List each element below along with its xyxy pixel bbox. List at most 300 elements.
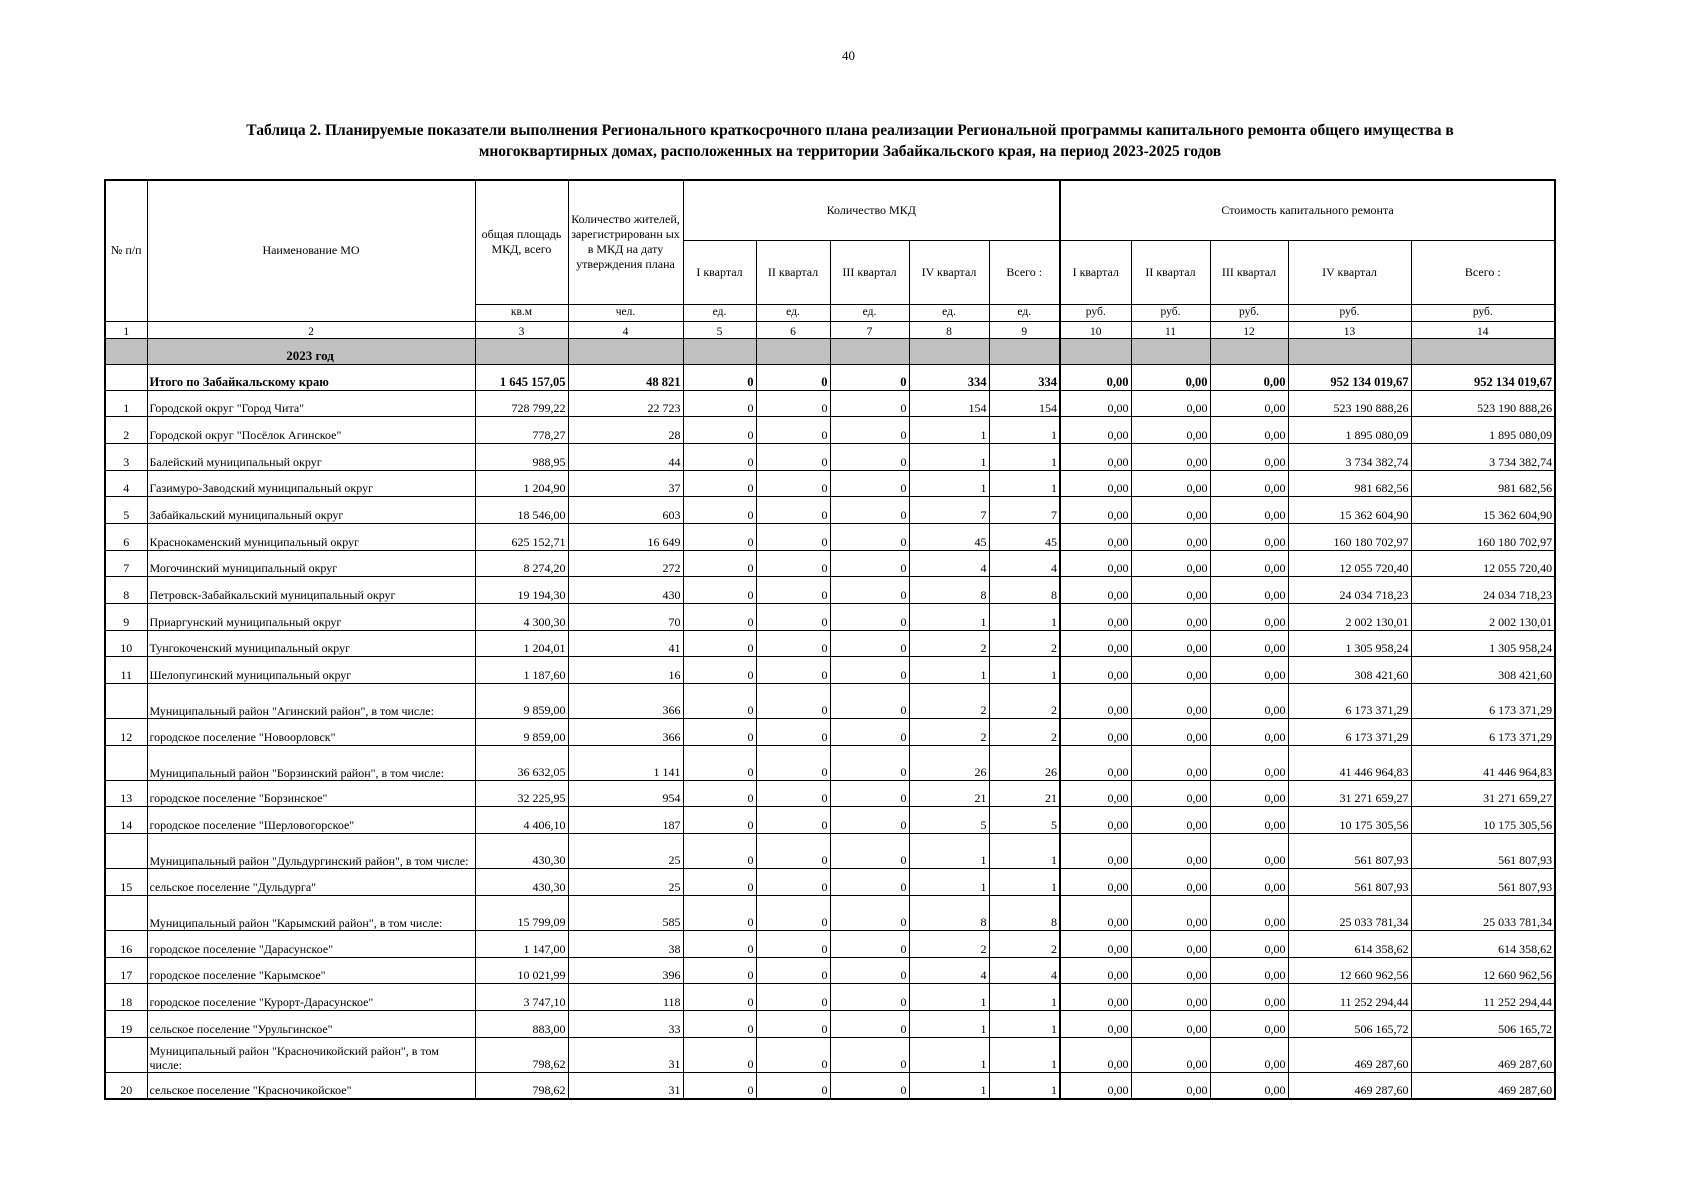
total-cost-q2: 0,00 <box>1131 364 1210 390</box>
total-mkd-total: 334 <box>989 364 1060 390</box>
cell-mkd-q1: 0 <box>683 417 756 444</box>
cell-mkd-total: 45 <box>989 523 1060 550</box>
cell-name: Петровск-Забайкальский муниципальный округ <box>147 577 475 604</box>
cell-residents: 272 <box>568 550 683 577</box>
cell-cost-q3: 0,00 <box>1210 684 1288 719</box>
cell-mkd-total: 4 <box>989 550 1060 577</box>
table-row <box>105 604 1555 631</box>
cell-cost-total: 15 362 604,90 <box>1411 497 1555 524</box>
cell-mkd-q4: 4 <box>909 550 989 577</box>
cell-num: 9 <box>105 604 147 631</box>
cell-cost-q2: 0,00 <box>1131 869 1210 896</box>
table-row <box>105 443 1555 470</box>
cell-residents: 37 <box>568 470 683 497</box>
cell-mkd-q4: 1 <box>909 604 989 631</box>
header-cost-q4: IV квартал <box>1288 240 1411 304</box>
cell-cost-q4: 160 180 702,97 <box>1288 523 1411 550</box>
table-row <box>105 780 1555 807</box>
colnum-cost-total: 14 <box>1411 321 1555 338</box>
cell-mkd-q1: 0 <box>683 443 756 470</box>
cell-cost-q2: 0,00 <box>1131 834 1210 869</box>
cell-cost-q1: 0,00 <box>1060 470 1131 497</box>
total-mkd-q2: 0 <box>756 364 830 390</box>
colnum-cost-q2: 11 <box>1131 321 1210 338</box>
cell-cost-q4: 12 055 720,40 <box>1288 550 1411 577</box>
cell-cost-total: 561 807,93 <box>1411 834 1555 869</box>
cell-area: 36 632,05 <box>475 745 568 780</box>
cell-cost-q2: 0,00 <box>1131 417 1210 444</box>
cell-area: 430,30 <box>475 869 568 896</box>
cell-mkd-q4: 1 <box>909 1072 989 1099</box>
cell-name: сельское поселение "Дульдурга" <box>147 869 475 896</box>
cell-name: Шелопугинский муниципальный округ <box>147 657 475 684</box>
cell-mkd-q2: 0 <box>756 443 830 470</box>
total-cost-q4: 952 134 019,67 <box>1288 364 1411 390</box>
cell-mkd-q1: 0 <box>683 869 756 896</box>
cell-mkd-q3: 0 <box>830 443 909 470</box>
colnum-mkd-q2: 6 <box>756 321 830 338</box>
cell-mkd-total: 5 <box>989 807 1060 834</box>
cell-num <box>105 684 147 719</box>
cell-cost-q4: 561 807,93 <box>1288 869 1411 896</box>
cell-name: городское поселение "Борзинское" <box>147 780 475 807</box>
cell-mkd-q4: 1 <box>909 984 989 1011</box>
cell-num: 4 <box>105 470 147 497</box>
cell-mkd-q2: 0 <box>756 417 830 444</box>
repair-plan-table <box>104 179 1556 1100</box>
cell-cost-q2: 0,00 <box>1131 719 1210 746</box>
cell-mkd-total: 2 <box>989 719 1060 746</box>
unit-cost-total: руб. <box>1411 304 1555 321</box>
cell-cost-q1: 0,00 <box>1060 657 1131 684</box>
cell-cost-q1: 0,00 <box>1060 550 1131 577</box>
cell-mkd-q2: 0 <box>756 604 830 631</box>
table-row <box>105 523 1555 550</box>
cell-cost-q3: 0,00 <box>1210 869 1288 896</box>
cell-cost-q2: 0,00 <box>1131 984 1210 1011</box>
cell-mkd-q3: 0 <box>830 930 909 957</box>
cell-residents: 70 <box>568 604 683 631</box>
cell-residents: 430 <box>568 577 683 604</box>
cell-mkd-total: 154 <box>989 390 1060 417</box>
cell-name: Муниципальный район "Борзинский район", в том числе: <box>147 745 475 780</box>
cell-mkd-q3: 0 <box>830 577 909 604</box>
cell-cost-total: 31 271 659,27 <box>1411 780 1555 807</box>
cell-mkd-q3: 0 <box>830 1072 909 1099</box>
cell-num: 3 <box>105 443 147 470</box>
cell-mkd-q4: 154 <box>909 390 989 417</box>
cell-mkd-q3: 0 <box>830 957 909 984</box>
cell-mkd-q1: 0 <box>683 834 756 869</box>
colnum-mkd-total: 9 <box>989 321 1060 338</box>
cell-cost-q1: 0,00 <box>1060 984 1131 1011</box>
cell-mkd-total: 1 <box>989 1010 1060 1037</box>
colnum-num: 1 <box>105 321 147 338</box>
cell-mkd-q4: 2 <box>909 930 989 957</box>
cell-mkd-q4: 8 <box>909 895 989 930</box>
cell-cost-q3: 0,00 <box>1210 550 1288 577</box>
cell-mkd-q3: 0 <box>830 719 909 746</box>
cell-name: Муниципальный район "Карымский район", в том числе: <box>147 895 475 930</box>
cell-cost-q3: 0,00 <box>1210 719 1288 746</box>
unit-cost-q1: руб. <box>1060 304 1131 321</box>
cell-mkd-q3: 0 <box>830 390 909 417</box>
unit-cost-q3: руб. <box>1210 304 1288 321</box>
cell-mkd-q2: 0 <box>756 577 830 604</box>
cell-cost-q4: 12 660 962,56 <box>1288 957 1411 984</box>
cell-num: 12 <box>105 719 147 746</box>
cell-mkd-q4: 2 <box>909 684 989 719</box>
cell-mkd-q3: 0 <box>830 417 909 444</box>
cell-cost-q2: 0,00 <box>1131 497 1210 524</box>
cell-mkd-total: 8 <box>989 577 1060 604</box>
cell-cost-total: 6 173 371,29 <box>1411 719 1555 746</box>
unit-area: кв.м <box>475 304 568 321</box>
cell-cost-q3: 0,00 <box>1210 1037 1288 1072</box>
table-row <box>105 657 1555 684</box>
cell-mkd-q1: 0 <box>683 957 756 984</box>
cell-cost-q1: 0,00 <box>1060 417 1131 444</box>
cell-mkd-q2: 0 <box>756 834 830 869</box>
district-subtotal-row <box>105 684 1555 719</box>
cell-cost-q1: 0,00 <box>1060 957 1131 984</box>
cell-cost-q1: 0,00 <box>1060 834 1131 869</box>
cell-name: сельское поселение "Урульгинское" <box>147 1010 475 1037</box>
cell-mkd-q2: 0 <box>756 745 830 780</box>
cell-mkd-q4: 1 <box>909 1037 989 1072</box>
colnum-cost-q3: 12 <box>1210 321 1288 338</box>
cell-cost-q3: 0,00 <box>1210 443 1288 470</box>
cell-cost-total: 12 055 720,40 <box>1411 550 1555 577</box>
header-area: общая площадь МКД, всего <box>475 180 568 304</box>
unit-mkd-q3: ед. <box>830 304 909 321</box>
cell-cost-q2: 0,00 <box>1131 780 1210 807</box>
table-row <box>105 577 1555 604</box>
cell-mkd-q4: 5 <box>909 807 989 834</box>
cell-mkd-q3: 0 <box>830 895 909 930</box>
cell-mkd-q3: 0 <box>830 1010 909 1037</box>
cell-mkd-total: 1 <box>989 417 1060 444</box>
cell-cost-q1: 0,00 <box>1060 443 1131 470</box>
cell-cost-q3: 0,00 <box>1210 984 1288 1011</box>
cell-cost-total: 981 682,56 <box>1411 470 1555 497</box>
cell-area: 4 300,30 <box>475 604 568 631</box>
cell-residents: 44 <box>568 443 683 470</box>
cell-cost-q1: 0,00 <box>1060 630 1131 657</box>
cell-cost-total: 506 165,72 <box>1411 1010 1555 1037</box>
total-mkd-q3: 0 <box>830 364 909 390</box>
unit-mkd-q1: ед. <box>683 304 756 321</box>
cell-num: 11 <box>105 657 147 684</box>
district-subtotal-row <box>105 745 1555 780</box>
cell-num: 20 <box>105 1072 147 1099</box>
cell-mkd-q2: 0 <box>756 895 830 930</box>
cell-num: 15 <box>105 869 147 896</box>
cell-mkd-q1: 0 <box>683 1072 756 1099</box>
cell-cost-q3: 0,00 <box>1210 834 1288 869</box>
cell-cost-q2: 0,00 <box>1131 1072 1210 1099</box>
unit-mkd-q4: ед. <box>909 304 989 321</box>
cell-cost-q3: 0,00 <box>1210 577 1288 604</box>
unit-residents: чел. <box>568 304 683 321</box>
cell-cost-total: 1 305 958,24 <box>1411 630 1555 657</box>
cell-cost-q3: 0,00 <box>1210 957 1288 984</box>
cell-cost-q4: 506 165,72 <box>1288 1010 1411 1037</box>
colnum-cost-q4: 13 <box>1288 321 1411 338</box>
cell-num: 14 <box>105 807 147 834</box>
cell-mkd-q3: 0 <box>830 745 909 780</box>
cell-name: городское поселение "Карымское" <box>147 957 475 984</box>
cell-mkd-q1: 0 <box>683 745 756 780</box>
cell-residents: 118 <box>568 984 683 1011</box>
cell-cost-q3: 0,00 <box>1210 657 1288 684</box>
cell-mkd-q4: 1 <box>909 417 989 444</box>
cell-mkd-q1: 0 <box>683 657 756 684</box>
cell-cost-q1: 0,00 <box>1060 390 1131 417</box>
cell-cost-q3: 0,00 <box>1210 523 1288 550</box>
cell-cost-q2: 0,00 <box>1131 604 1210 631</box>
table-row <box>105 984 1555 1011</box>
cell-residents: 366 <box>568 719 683 746</box>
cell-mkd-q2: 0 <box>756 630 830 657</box>
cell-num: 7 <box>105 550 147 577</box>
total-cost-q3: 0,00 <box>1210 364 1288 390</box>
cell-cost-total: 41 446 964,83 <box>1411 745 1555 780</box>
cell-mkd-q2: 0 <box>756 930 830 957</box>
cell-mkd-q1: 0 <box>683 577 756 604</box>
cell-cost-total: 12 660 962,56 <box>1411 957 1555 984</box>
cell-mkd-q4: 45 <box>909 523 989 550</box>
cell-num: 8 <box>105 577 147 604</box>
table-row <box>105 417 1555 444</box>
cell-area: 4 406,10 <box>475 807 568 834</box>
cell-mkd-q4: 7 <box>909 497 989 524</box>
cell-mkd-q1: 0 <box>683 390 756 417</box>
cell-cost-q1: 0,00 <box>1060 719 1131 746</box>
cell-mkd-q3: 0 <box>830 470 909 497</box>
cell-name: Тунгокоченский муниципальный округ <box>147 630 475 657</box>
cell-mkd-q4: 4 <box>909 957 989 984</box>
header-mkd-group: Количество МКД <box>683 180 1060 240</box>
table-body <box>105 321 1555 1099</box>
cell-cost-total: 614 358,62 <box>1411 930 1555 957</box>
cell-area: 625 152,71 <box>475 523 568 550</box>
cell-cost-total: 523 190 888,26 <box>1411 390 1555 417</box>
cell-area: 798,62 <box>475 1072 568 1099</box>
cell-cost-q1: 0,00 <box>1060 523 1131 550</box>
cell-mkd-q2: 0 <box>756 780 830 807</box>
cell-cost-q1: 0,00 <box>1060 577 1131 604</box>
cell-cost-q2: 0,00 <box>1131 470 1210 497</box>
cell-cost-total: 2 002 130,01 <box>1411 604 1555 631</box>
cell-residents: 585 <box>568 895 683 930</box>
cell-area: 9 859,00 <box>475 719 568 746</box>
cell-residents: 16 649 <box>568 523 683 550</box>
cell-mkd-q2: 0 <box>756 470 830 497</box>
cell-name: Забайкальский муниципальный округ <box>147 497 475 524</box>
cell-num: 6 <box>105 523 147 550</box>
cell-mkd-total: 21 <box>989 780 1060 807</box>
cell-cost-q3: 0,00 <box>1210 390 1288 417</box>
cell-area: 1 147,00 <box>475 930 568 957</box>
cell-mkd-total: 2 <box>989 630 1060 657</box>
cell-name: Муниципальный район "Красночикойский район", в том числе: <box>147 1037 475 1072</box>
colnum-mkd-q4: 8 <box>909 321 989 338</box>
cell-mkd-q2: 0 <box>756 390 830 417</box>
cell-mkd-total: 8 <box>989 895 1060 930</box>
cell-cost-q1: 0,00 <box>1060 497 1131 524</box>
cell-num: 19 <box>105 1010 147 1037</box>
cell-cost-q4: 25 033 781,34 <box>1288 895 1411 930</box>
unit-cost-q2: руб. <box>1131 304 1210 321</box>
column-numbers-row <box>105 321 1555 338</box>
cell-mkd-total: 4 <box>989 957 1060 984</box>
cell-mkd-q1: 0 <box>683 604 756 631</box>
cell-mkd-total: 1 <box>989 604 1060 631</box>
cell-area: 18 546,00 <box>475 497 568 524</box>
cell-mkd-q2: 0 <box>756 684 830 719</box>
cell-mkd-q2: 0 <box>756 869 830 896</box>
cell-mkd-total: 1 <box>989 869 1060 896</box>
cell-cost-q3: 0,00 <box>1210 807 1288 834</box>
cell-mkd-total: 26 <box>989 745 1060 780</box>
header-name: Наименование МО <box>147 180 475 321</box>
cell-num: 10 <box>105 630 147 657</box>
header-mkd-q1: I квартал <box>683 240 756 304</box>
cell-mkd-q4: 1 <box>909 869 989 896</box>
cell-mkd-q4: 26 <box>909 745 989 780</box>
cell-mkd-q3: 0 <box>830 834 909 869</box>
cell-cost-q2: 0,00 <box>1131 957 1210 984</box>
cell-mkd-total: 1 <box>989 1037 1060 1072</box>
cell-residents: 22 723 <box>568 390 683 417</box>
title-line-2: многоквартирных домах, расположенных на территории Забайкальского края, на период 2023-2025 годов <box>478 143 1222 160</box>
cell-cost-q3: 0,00 <box>1210 417 1288 444</box>
cell-cost-q3: 0,00 <box>1210 470 1288 497</box>
cell-cost-total: 308 421,60 <box>1411 657 1555 684</box>
page-number: 40 <box>842 48 855 63</box>
cell-cost-total: 469 287,60 <box>1411 1037 1555 1072</box>
cell-cost-q1: 0,00 <box>1060 1037 1131 1072</box>
cell-residents: 187 <box>568 807 683 834</box>
colnum-residents: 4 <box>568 321 683 338</box>
cell-cost-q2: 0,00 <box>1131 745 1210 780</box>
cell-cost-q4: 24 034 718,23 <box>1288 577 1411 604</box>
cell-mkd-q2: 0 <box>756 807 830 834</box>
cell-mkd-q3: 0 <box>830 497 909 524</box>
total-mkd-q1: 0 <box>683 364 756 390</box>
cell-name: Могочинский муниципальный округ <box>147 550 475 577</box>
cell-mkd-q4: 1 <box>909 443 989 470</box>
cell-mkd-total: 1 <box>989 443 1060 470</box>
cell-cost-q2: 0,00 <box>1131 657 1210 684</box>
cell-cost-q2: 0,00 <box>1131 895 1210 930</box>
table-row <box>105 550 1555 577</box>
cell-area: 3 747,10 <box>475 984 568 1011</box>
cell-cost-q4: 11 252 294,44 <box>1288 984 1411 1011</box>
cell-residents: 28 <box>568 417 683 444</box>
cell-residents: 366 <box>568 684 683 719</box>
cell-mkd-q3: 0 <box>830 869 909 896</box>
cell-name: Краснокаменский муниципальный округ <box>147 523 475 550</box>
cell-mkd-q1: 0 <box>683 807 756 834</box>
cell-mkd-q1: 0 <box>683 1037 756 1072</box>
cell-cost-total: 561 807,93 <box>1411 869 1555 896</box>
cell-mkd-q2: 0 <box>756 550 830 577</box>
cell-area: 32 225,95 <box>475 780 568 807</box>
cell-mkd-q2: 0 <box>756 719 830 746</box>
cell-cost-total: 11 252 294,44 <box>1411 984 1555 1011</box>
cell-cost-q1: 0,00 <box>1060 604 1131 631</box>
cell-cost-total: 24 034 718,23 <box>1411 577 1555 604</box>
cell-cost-q2: 0,00 <box>1131 807 1210 834</box>
cell-cost-total: 1 895 080,09 <box>1411 417 1555 444</box>
cell-area: 10 021,99 <box>475 957 568 984</box>
cell-cost-q2: 0,00 <box>1131 443 1210 470</box>
cell-area: 1 204,90 <box>475 470 568 497</box>
cell-cost-q4: 10 175 305,56 <box>1288 807 1411 834</box>
cell-mkd-q2: 0 <box>756 1037 830 1072</box>
cell-cost-q4: 561 807,93 <box>1288 834 1411 869</box>
cell-area: 1 187,60 <box>475 657 568 684</box>
cell-area: 988,95 <box>475 443 568 470</box>
year-row <box>105 338 1555 364</box>
cell-mkd-q3: 0 <box>830 984 909 1011</box>
cell-residents: 25 <box>568 869 683 896</box>
cell-cost-total: 469 287,60 <box>1411 1072 1555 1099</box>
cell-name: городское поселение "Дарасунское" <box>147 930 475 957</box>
cell-num <box>105 1037 147 1072</box>
cell-cost-q2: 0,00 <box>1131 550 1210 577</box>
cell-cost-q4: 6 173 371,29 <box>1288 719 1411 746</box>
table-row <box>105 1072 1555 1099</box>
cell-name: Приаргунский муниципальный округ <box>147 604 475 631</box>
district-subtotal-row <box>105 895 1555 930</box>
table-row <box>105 869 1555 896</box>
cell-residents: 31 <box>568 1037 683 1072</box>
cell-cost-q1: 0,00 <box>1060 869 1131 896</box>
total-area: 1 645 157,05 <box>475 364 568 390</box>
cell-cost-q3: 0,00 <box>1210 630 1288 657</box>
cell-area: 8 274,20 <box>475 550 568 577</box>
cell-residents: 954 <box>568 780 683 807</box>
year-label: 2023 год <box>147 338 475 364</box>
cell-mkd-q3: 0 <box>830 550 909 577</box>
colnum-mkd-q3: 7 <box>830 321 909 338</box>
header-cost-group: Стоимость капитального ремонта <box>1060 180 1555 240</box>
cell-cost-total: 6 173 371,29 <box>1411 684 1555 719</box>
cell-cost-q1: 0,00 <box>1060 1072 1131 1099</box>
cell-mkd-q1: 0 <box>683 523 756 550</box>
cell-area: 728 799,22 <box>475 390 568 417</box>
unit-mkd-total: ед. <box>989 304 1060 321</box>
cell-mkd-q3: 0 <box>830 1037 909 1072</box>
cell-mkd-q2: 0 <box>756 1072 830 1099</box>
cell-mkd-total: 1 <box>989 834 1060 869</box>
table-row <box>105 1010 1555 1037</box>
header-mkd-total: Всего : <box>989 240 1060 304</box>
cell-cost-total: 25 033 781,34 <box>1411 895 1555 930</box>
cell-cost-q1: 0,00 <box>1060 745 1131 780</box>
cell-mkd-q3: 0 <box>830 657 909 684</box>
cell-cost-q4: 6 173 371,29 <box>1288 684 1411 719</box>
district-subtotal-row <box>105 834 1555 869</box>
header-cost-q2: II квартал <box>1131 240 1210 304</box>
cell-name: сельское поселение "Красночикойское" <box>147 1072 475 1099</box>
total-cost-q1: 0,00 <box>1060 364 1131 390</box>
cell-mkd-total: 1 <box>989 984 1060 1011</box>
cell-name: Муниципальный район "Агинский район", в том числе: <box>147 684 475 719</box>
